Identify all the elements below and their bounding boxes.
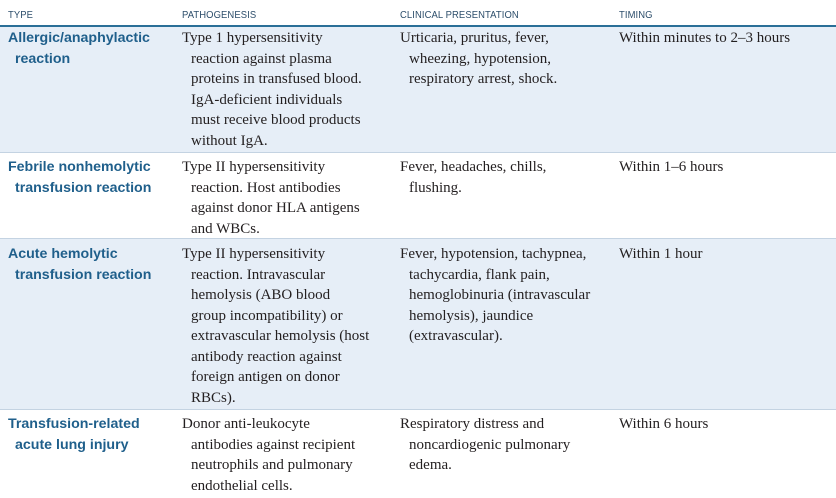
timing-cell: Within 1 hour [619, 246, 703, 262]
timing-cell: Within minutes to 2–3 hours [619, 30, 791, 46]
clinical-cell: Respiratory distress and noncardiogenic pulmonary edema. [400, 416, 571, 473]
type-cell: Transfusion-related acute lung injury [8, 416, 140, 453]
type-cell: Acute hemolytic transfusion reaction [8, 246, 152, 283]
type-cell: Febrile nonhemolytic transfusion reaction [8, 159, 152, 196]
clinical-cell: Fever, headaches, chills, flushing. [400, 159, 547, 196]
type-cell: Allergic/anaphylactic reaction [8, 30, 150, 67]
table-row [0, 27, 836, 152]
table-header [0, 0, 836, 27]
pathogenesis-cell: Donor anti-leukocyte antibodies against recipient neutrophils and pulmonary endothelial cells. [182, 416, 356, 494]
table-row [0, 409, 836, 498]
clinical-cell: Urticaria, pruritus, fever, wheezing, hypotension, respiratory arrest, shock. [400, 30, 558, 87]
timing-cell: Within 6 hours [619, 416, 709, 432]
clinical-cell: Fever, hypotension, tachypnea, tachycardia, flank pain, hemoglobinuria (intravascular hemolysis), jaundice (extravascular). [400, 246, 591, 344]
table-row [0, 238, 836, 409]
timing-cell: Within 1–6 hours [619, 159, 724, 175]
table-row [0, 152, 836, 238]
pathogenesis-cell: Type 1 hypersensitivity reaction against plasma proteins in transfused blood. IgA-deficient individuals must receive blood products without IgA. [182, 30, 362, 149]
header-type: TYPE [8, 9, 34, 21]
header-clinical-presentation: CLINICAL PRESENTATION [400, 9, 519, 21]
pathogenesis-cell: Type II hypersensitivity reaction. Intravascular hemolysis (ABO blood group incompatibility) or extravascular hemolysis (host antibody reaction against foreign antigen on donor RBCs). [182, 246, 370, 406]
header-pathogenesis: PATHOGENESIS [182, 9, 257, 21]
header-timing: TIMING [619, 9, 653, 21]
pathogenesis-cell: Type II hypersensitivity reaction. Host antibodies against donor HLA antigens and WBCs. [182, 159, 360, 237]
